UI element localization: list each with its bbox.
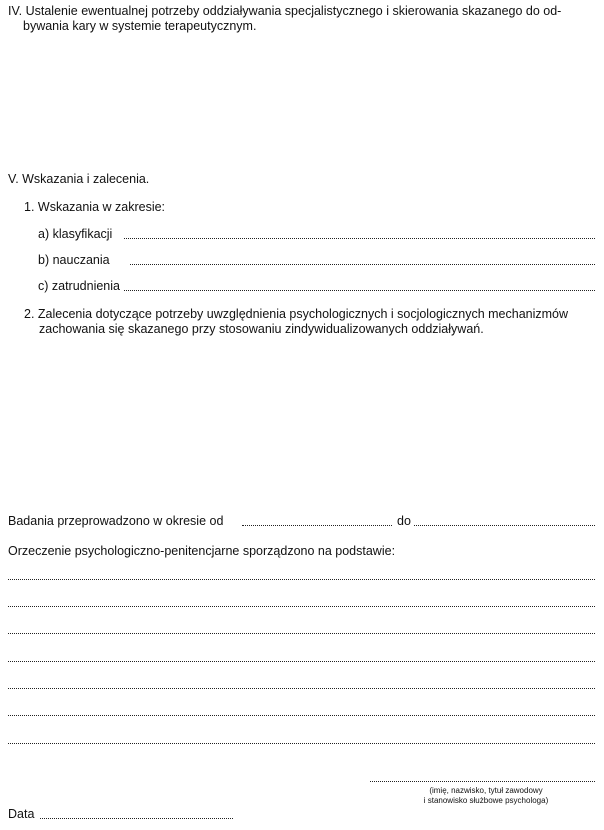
section-v-heading: V. Wskazania i zalecenia. <box>8 172 150 186</box>
date-label: Data <box>8 807 35 821</box>
basis-line-4[interactable] <box>8 661 595 662</box>
item1-title: 1. Wskazania w zakresie: <box>24 200 166 214</box>
basis-line-7[interactable] <box>8 743 595 744</box>
item2-line2: zachowania się skazanego przy stosowaniu zindywidualizowanych oddziaływań. <box>39 322 484 336</box>
signature-caption <box>396 786 576 806</box>
research-period-label: Badania przeprowadzono w okresie od <box>8 514 224 528</box>
item1-c-label: c) zatrudnienia <box>38 279 120 293</box>
signature-caption-line2: i stanowisko służbowe psychologa) <box>423 796 549 805</box>
basis-line-5[interactable] <box>8 688 595 689</box>
basis-line-2[interactable] <box>8 606 595 607</box>
date-field[interactable] <box>40 818 233 819</box>
item2-line1: 2. Zalecenia dotyczące potrzeby uwzględnienia psychologicznych i socjologicznych mechanizmów <box>24 307 569 321</box>
basis-line-6[interactable] <box>8 715 595 716</box>
basis-label: Orzeczenie psychologiczno-penitencjarne sporządzono na podstawie: <box>8 544 396 558</box>
research-period-to-field[interactable] <box>414 525 595 526</box>
section-iv-heading-line1: IV. Ustalenie ewentualnej potrzeby oddziaływania specjalistycznego i skierowania skazanego do od- <box>8 4 562 18</box>
item2-text <box>24 307 568 337</box>
section-iv-heading <box>8 4 600 34</box>
item1-b-label: b) nauczania <box>38 253 110 267</box>
research-period-to-label: do <box>397 514 411 528</box>
basis-line-3[interactable] <box>8 633 595 634</box>
section-iv-heading-line2: bywania kary w systemie terapeutycznym. <box>23 19 257 33</box>
research-period-from-field[interactable] <box>242 525 392 526</box>
item1-a-field[interactable] <box>124 238 595 239</box>
item1-a-label: a) klasyfikacji <box>38 227 113 241</box>
item1-b-field[interactable] <box>130 264 595 265</box>
item1-c-field[interactable] <box>124 290 595 291</box>
basis-line-1[interactable] <box>8 579 595 580</box>
signature-field[interactable] <box>370 781 595 782</box>
signature-caption-line1: (imię, nazwisko, tytuł zawodowy <box>429 786 543 795</box>
